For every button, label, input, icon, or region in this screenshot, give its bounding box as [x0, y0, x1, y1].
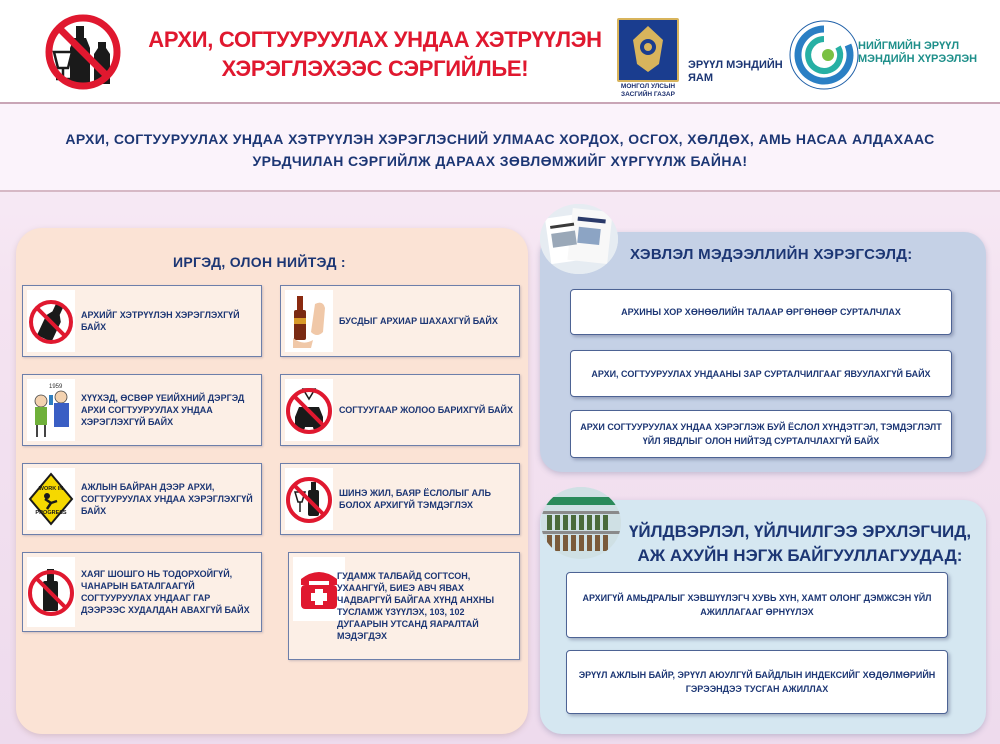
- card-text: ШИНЭ ЖИЛ, БАЯР ЁСЛОЛЫГ АЛЬ БОЛОХ АРХИГҮЙ ТЭМДЭГЛЭХ: [339, 488, 491, 510]
- main-message: АРХИ, СОГТУУРУУЛАХ УНДАА ХЭТРҮҮЛЭН ХЭРЭГЛЭСНИЙ УЛМААС ХОРДОХ, ОСГОХ, ХӨЛДӨХ, АМЬ НАСАА АЛДАХААС УРЬДЧИЛАН СЭРГИЙЛЖ ДАРААХ ЗӨВЛӨМЖИЙГ ХҮРГҮҮЛЖ БАЙНА!: [65, 131, 935, 169]
- citizen-card: [22, 285, 262, 357]
- citizen-card: [22, 374, 262, 446]
- citizen-card: [280, 463, 520, 535]
- card-text: ХАЯГ ШОШГО НЬ ТОДОРХОЙГҮЙ, ЧАНАРЫН БАТАЛГААГҮЙ СОГТУУРУУЛАХ УНДААГ ГАР ДЭЭРЭЭС ХУДАЛДАН АВАХГҮЙ БАЙХ: [81, 569, 250, 615]
- citizen-card: [22, 552, 262, 632]
- government-emblem-icon: [617, 18, 679, 82]
- no-unlabeled-bottle-icon: [27, 557, 75, 627]
- card-text: БУСДЫГ АРХИАР ШАХАХГҮЙ БАЙХ: [339, 316, 498, 326]
- no-alcohol-banner-icon: [40, 12, 126, 92]
- citizen-card: [22, 463, 262, 535]
- image-caption: 1959: [49, 384, 63, 390]
- refuse-bottle-icon: [285, 290, 333, 352]
- card-text: АЖЛЫН БАЙРАН ДЭЭР АРХИ, СОГТУУРУУЛАХ УНДАА ХЭРЭГЛЭХГҮЙ БАЙХ: [81, 482, 253, 516]
- business-item: ЭРҮҮЛ АЖЛЫН БАЙР, ЭРҮҮЛ АЮУЛГҮЙ БАЙДЛЫН ИНДЕКСИЙГ ХӨДӨЛМӨРИЙН ГЭРЭЭНДЭЭ ТУСГАН АЖИЛЛАХ: [566, 650, 948, 714]
- public-health-institute-logo: [785, 17, 863, 93]
- institute-name: НИЙГМИЙН ЭРҮҮЛ МЭНДИЙН ХҮРЭЭЛЭН: [858, 40, 978, 65]
- page-title: АРХИ, СОГТУУРУУЛАХ УНДАА ХЭТРҮҮЛЭН ХЭРЭГЛЭХЭЭС СЭРГИЙЛЬЕ!: [148, 27, 602, 81]
- no-celebration-alcohol-icon: [285, 468, 333, 530]
- media-heading: ХЭВЛЭЛ МЭДЭЭЛЛИЙН ХЭРЭГСЭЛД:: [630, 246, 913, 263]
- sign-caption-top: WORK IN: [38, 486, 64, 492]
- child-drinking-icon: [27, 379, 75, 441]
- citizen-card: [288, 552, 520, 660]
- newspaper-photo: [540, 204, 618, 274]
- card-text: ХҮҮХЭД, ӨСВӨР ҮЕИЙХНИЙ ДЭРГЭД АРХИ СОГТУУРУУЛАХ УНДАА ХЭРЭГЛЭХГҮЙ БАЙХ: [81, 393, 245, 427]
- citizen-card: [280, 285, 520, 357]
- store-shelves-photo: [541, 487, 621, 559]
- no-drunk-driving-icon: [285, 379, 333, 441]
- work-sign-icon: [27, 468, 75, 530]
- media-item: АРХИНЫ ХОР ХӨНӨӨЛИЙН ТАЛААР ӨРГӨНӨӨР СУРТАЛЧЛАХ: [570, 289, 952, 335]
- media-item: АРХИ, СОГТУУРУУЛАХ УНДААНЫ ЗАР СУРТАЛЧИЛГААГ ЯВУУЛАХГҮЙ БАЙХ: [570, 350, 952, 397]
- card-text: ГУДАМЖ ТАЛБАЙД СОГТСОН, УХААНГҮЙ, БИЕЭ АВЧ ЯВАХ ЧАДВАРГҮЙ БАЙГАА ХҮНД АНХНЫ ТУСЛАМЖ ҮЗҮҮЛЭХ, 103, 102 ДУГААРЫН УТСАНД ЯАРАЛТАЙ МЭДЭГДЭХ: [337, 571, 495, 641]
- card-text: АРХИЙГ ХЭТРҮҮЛЭН ХЭРЭГЛЭХГҮЙ БАЙХ: [81, 310, 240, 332]
- business-item: АРХИГҮЙ АМЬДРАЛЫГ ХЭВШҮҮЛЭГЧ ХУВЬ ХҮН, ХАМТ ОЛОНГ ДЭМЖСЭН ҮЙЛ АЖИЛЛАГААГ ӨРНҮҮЛЭХ: [566, 572, 948, 638]
- government-caption: МОНГОЛ УЛСЫН ЗАСГИЙН ГАЗАР: [620, 83, 676, 98]
- no-alcohol-icon: [27, 290, 75, 352]
- citizens-heading: ИРГЭД, ОЛОН НИЙТЭД :: [173, 254, 346, 270]
- media-item: АРХИ СОГТУУРУУЛАХ УНДАА ХЭРЭГЛЭЖ БУЙ ЁСЛОЛ ХҮНДЭТГЭЛ, ТЭМДЭГЛЭЛТ ҮЙЛ ЯВДЛЫГ ОЛОН НИЙТЭД СУРТАЛЧЛАХГҮЙ БАЙХ: [570, 410, 952, 458]
- business-heading: ҮЙЛДВЭРЛЭЛ, ҮЙЛЧИЛГЭЭ ЭРХЛЭГЧИД, АЖ АХУЙН НЭГЖ БАЙГУУЛЛАГУУДАД:: [628, 522, 972, 565]
- sign-caption-bottom: PROGRESS: [35, 510, 67, 516]
- ministry-name: ЭРҮҮЛ МЭНДИЙН ЯАМ: [688, 59, 783, 84]
- card-text: СОГТУУГААР ЖОЛОО БАРИХГҮЙ БАЙХ: [339, 405, 513, 415]
- citizen-card: [280, 374, 520, 446]
